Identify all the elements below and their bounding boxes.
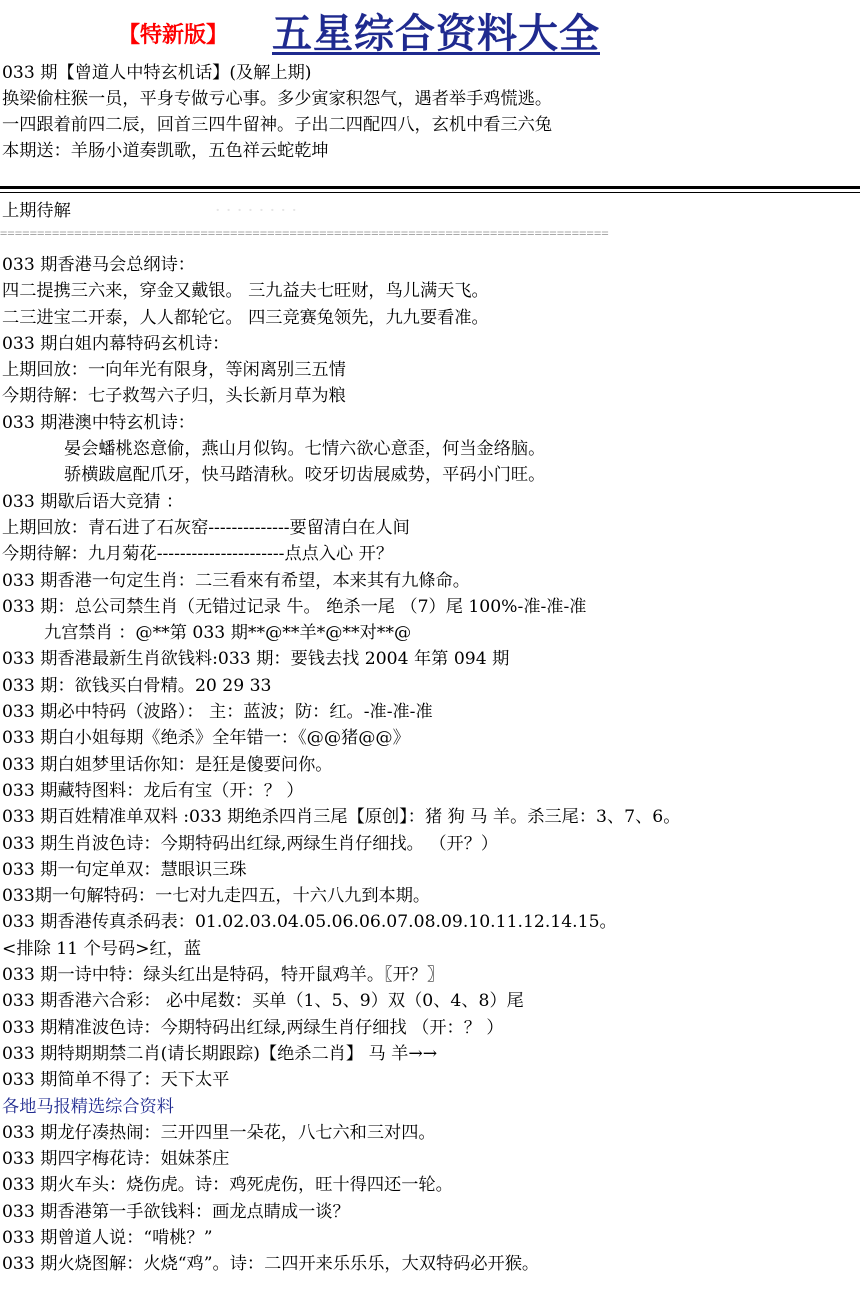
page-title: 五星综合资料大全 bbox=[272, 11, 600, 57]
content-line: 二三进宝二开泰，人人都轮它。 四三竞赛兔领先，九九要看准。 bbox=[2, 307, 489, 328]
content-line: 033 期藏特图料：龙后有宝（开：？ ） bbox=[2, 780, 304, 801]
content-line: 骄横跋扈配爪牙，快马踏清秋。咬牙切齿展威势，平码小门旺。 bbox=[64, 465, 546, 486]
content-line: 晏会蟠桃恣意偷，燕山月似钩。七情六欲心意歪，何当金络脑。 bbox=[64, 439, 546, 460]
intro-heading: 033 期【曾道人中特玄机话】(及解上期) bbox=[2, 63, 312, 83]
intro-line: 本期送：羊肠小道奏凯歌，五色祥云蛇乾坤 bbox=[2, 141, 329, 161]
intro-line: 一四跟着前四二辰，回首三四牛留神。子出二四配四八，玄机中看三六兔 bbox=[2, 115, 553, 135]
content-line: 033 期简单不得了：天下太平 bbox=[2, 1070, 230, 1091]
content-line: 033 期歇后语大竞猜 ： bbox=[2, 491, 184, 512]
pending-section-title: 上期待解 bbox=[2, 201, 71, 221]
content-line: 033 期：欲钱买白骨精。20 29 33 bbox=[2, 675, 272, 696]
content-line: 033 期必中特码（波路）： 主：蓝波；防：红。-准-准-准 bbox=[2, 702, 433, 723]
intro-line: 换梁偷柱猴一员，平身专做亏心事。多少寅家积怨气，遇者举手鸡慌逃。 bbox=[2, 89, 553, 109]
content-line: <排除 11 个号码>红，蓝 bbox=[2, 938, 202, 959]
content-line: 033 期：总公司禁生肖（无错过记录 牛。 绝杀一尾 （7）尾 100%-准-准-准 bbox=[2, 596, 587, 617]
content-line: 今期待解：七子救驾六子归，头长新月草为粮 bbox=[2, 386, 346, 407]
content-line: 033 期香港传真杀码表：01.02.03.04.05.06.06.07.08.09.10.11.12.14.15。 bbox=[2, 912, 617, 933]
page-header bbox=[0, 0, 860, 56]
content-line: 033 期白姐内幕特码玄机诗： bbox=[2, 333, 230, 354]
content-line: 033 期一句定单双：慧眼识三珠 bbox=[2, 859, 247, 880]
content-line: 033 期白姐梦里话你知：是狂是傻要问你。 bbox=[2, 754, 333, 775]
faint-text: · · · · · · · · bbox=[215, 201, 297, 221]
content-line: 033 期火车头：烧伤虎。诗：鸡死虎伤，旺十得四还一轮。 bbox=[2, 1175, 453, 1196]
content-line: 033 期特期期禁二肖(请长期跟踪)【绝杀二肖】 马 羊→→ bbox=[2, 1043, 438, 1064]
content-section bbox=[0, 252, 860, 1278]
intro-section bbox=[0, 60, 860, 164]
double-divider bbox=[0, 186, 860, 193]
content-line: 033 期香港一句定生肖：二三看來有希望，本来其有九條命。 bbox=[2, 570, 470, 591]
content-line: 033 期四字梅花诗：姐妹茶庄 bbox=[2, 1149, 230, 1170]
content-line: 033 期火烧图解：火烧“鸡”。诗：二四开来乐乐乐，大双特码必开猴。 bbox=[2, 1254, 540, 1275]
content-line: 四二提携三六来，穿金又戴银。 三九益夫七旺财，鸟儿满天飞。 bbox=[2, 281, 489, 302]
content-line: 033 期生肖波色诗：今期特码出红绿,两绿生肖仔细找。 （开？） bbox=[2, 833, 499, 854]
content-line: 033 期百姓精准单双料 :033 期绝杀四肖三尾【原创】：猪 狗 马 羊。杀三尾：3、7、6。 bbox=[2, 807, 681, 828]
content-line: 033 期一诗中特：绿头红出是特码，特开鼠鸡羊。〖开？〗 bbox=[2, 965, 445, 986]
edition-tag: 【特新版】 bbox=[118, 22, 229, 48]
content-line: 033 期香港第一手欲钱料：画龙点睛成一谈？ bbox=[2, 1201, 350, 1222]
content-line: 033 期白小姐每期《绝杀》全年错一：《@@猪@@》 bbox=[2, 728, 410, 749]
content-line: 033 期香港六合彩： 必中尾数：买单（1、5、9）双（0、4、8）尾 bbox=[2, 991, 524, 1012]
content-line: 033期一句解特码：一七对九走四五，十六八九到本期。 bbox=[2, 886, 431, 907]
content-line: 033 期香港马会总纲诗： bbox=[2, 255, 195, 275]
equals-separator: ================================================================================== bbox=[0, 226, 609, 240]
content-line: 033 期香港最新生肖欲钱料:033 期：要钱去找 2004 年第 094 期 bbox=[2, 649, 510, 670]
content-line: 033 期港澳中特玄机诗： bbox=[2, 412, 195, 433]
content-line: 上期回放：一向年光有限身，等闲离别三五情 bbox=[2, 360, 346, 381]
content-line: 上期回放：青石进了石灰窑--------------要留清白在人间 bbox=[2, 517, 410, 538]
content-line: 033 期曾道人说：“啃桃？” bbox=[2, 1227, 213, 1248]
content-line: 033 期龙仔凑热闹：三开四里一朵花，八七六和三对四。 bbox=[2, 1122, 436, 1143]
content-line: 033 期精准波色诗：今期特码出红绿,两绿生肖仔细找 （开：？ ） bbox=[2, 1017, 504, 1038]
section-heading-horse-papers: 各地马报精选综合资料 bbox=[2, 1096, 174, 1117]
content-line: 九宫禁肖 ：@**第 033 期**@**羊*@**对**@ bbox=[44, 623, 412, 644]
content-line: 今期待解：九月菊花----------------------点点入心 开？ bbox=[2, 544, 394, 565]
